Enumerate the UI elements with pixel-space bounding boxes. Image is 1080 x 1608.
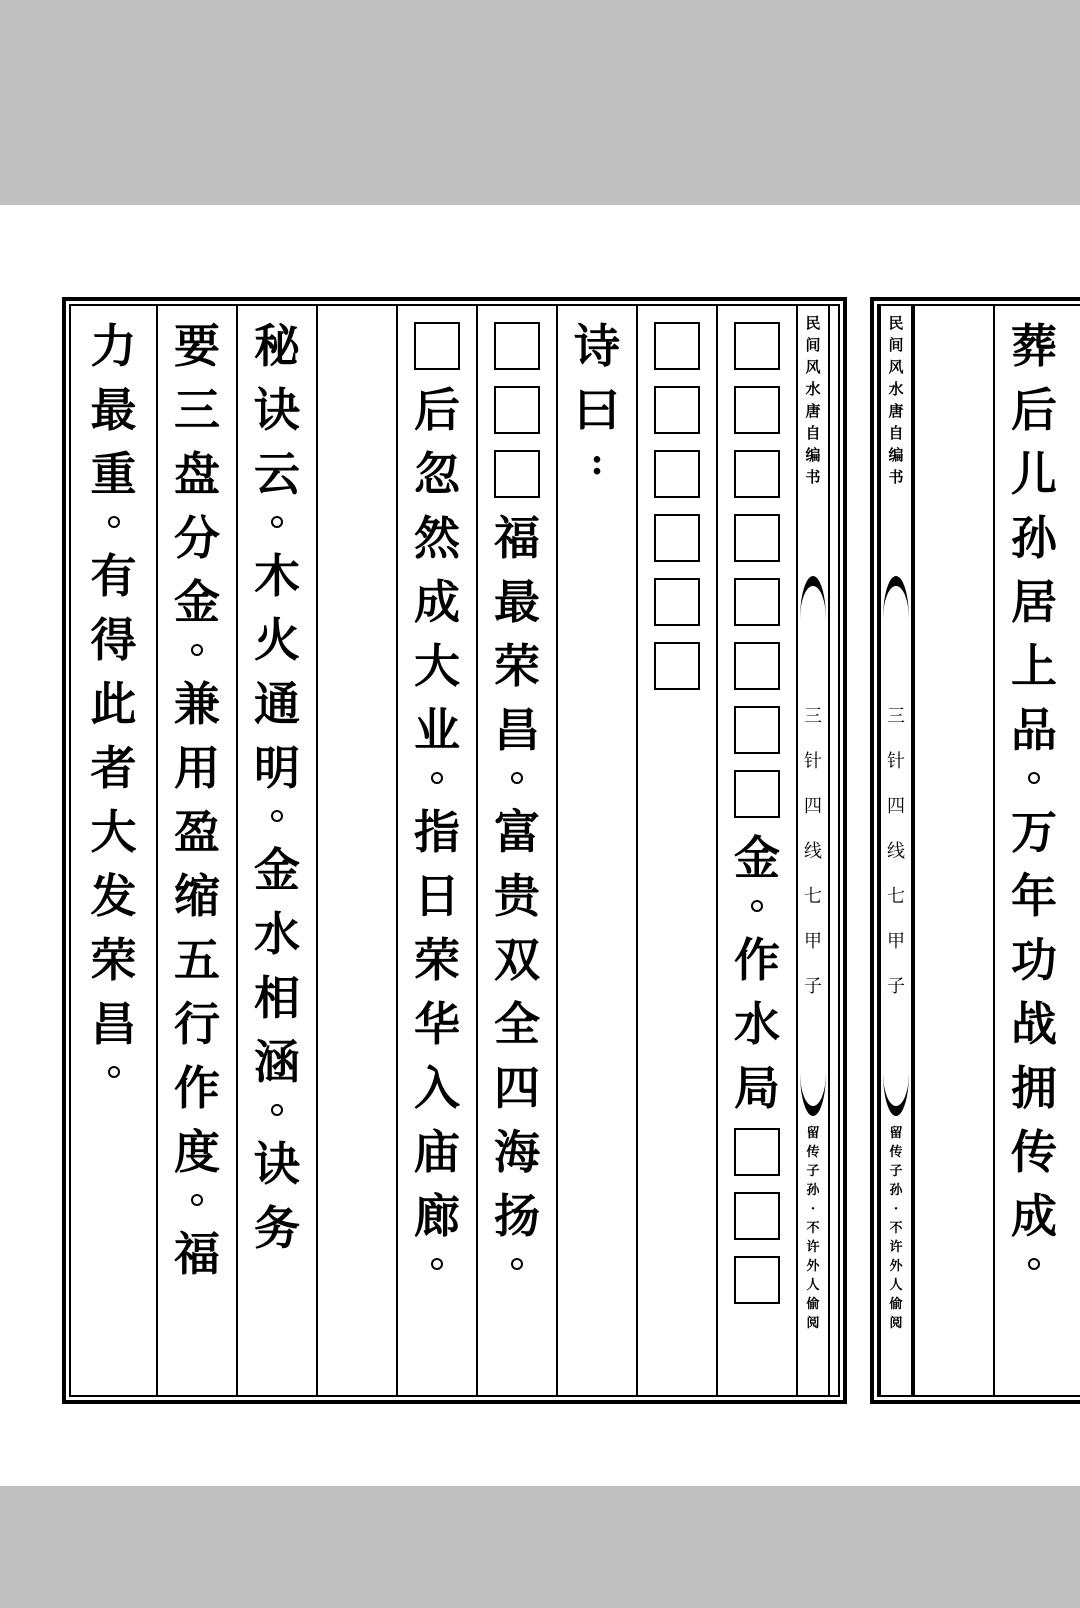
spine-character: 唐: [888, 402, 904, 420]
character: 作: [734, 933, 780, 987]
character: 居: [1011, 575, 1057, 629]
spine-character: 留: [889, 1126, 903, 1141]
character: 度: [174, 1125, 220, 1179]
character: 昌: [90, 997, 137, 1051]
character: 成: [414, 575, 460, 629]
character: 福: [174, 1227, 220, 1281]
spine-character: 子: [889, 1164, 903, 1179]
spine-bottom-text: [881, 1124, 911, 1333]
spine-character: 孙: [806, 1183, 820, 1198]
character: 者: [90, 741, 137, 795]
spine-character: 间: [805, 336, 821, 354]
character: 缩: [174, 869, 220, 923]
character: 作: [174, 1061, 220, 1115]
character: 荣: [90, 933, 137, 987]
spine-character: 水: [888, 380, 904, 398]
missing-character-box: [734, 642, 780, 690]
spine-character: 留: [806, 1126, 820, 1141]
character: 然: [414, 511, 460, 565]
text-column-c8: [156, 306, 236, 1395]
spine-character: 线: [887, 841, 905, 862]
character: 功: [1011, 933, 1057, 987]
character: 华: [414, 997, 460, 1051]
spine-character: 甲: [887, 931, 905, 952]
spine-character: 孙: [889, 1183, 903, 1198]
spine-character: 水: [805, 380, 821, 398]
colon: :: [590, 441, 604, 483]
character: 福: [494, 511, 540, 565]
book-page-right: [870, 297, 1080, 1404]
character: 行: [174, 997, 220, 1051]
book-spine: [879, 306, 913, 1395]
character: 盈: [174, 805, 220, 859]
spine-character: 阅: [806, 1316, 820, 1331]
spine-character: 阅: [889, 1316, 903, 1331]
character: 用: [174, 741, 220, 795]
spine-character: ·: [893, 1202, 899, 1217]
character: 得: [90, 613, 137, 667]
missing-character-box: [414, 322, 460, 370]
character: 拥: [1011, 1061, 1057, 1115]
character: 诀: [254, 1137, 300, 1191]
punctuation-circle: [271, 1104, 283, 1116]
missing-character-box: [654, 514, 700, 562]
missing-character-box: [734, 450, 780, 498]
character: 庙: [414, 1125, 460, 1179]
column-text: [638, 314, 716, 698]
spine-character: 三: [804, 706, 822, 727]
character: 局: [734, 1061, 780, 1115]
book-spine: [796, 306, 830, 1395]
character: 要: [174, 319, 220, 373]
character: 金: [254, 843, 300, 897]
spine-middle-text: [798, 694, 828, 1009]
punctuation-circle: [751, 900, 763, 912]
text-column-c2: [636, 306, 716, 1395]
character: 富: [494, 805, 540, 859]
punctuation-circle: [1028, 1258, 1040, 1270]
character: 盘: [174, 447, 220, 501]
spine-character: 针: [804, 751, 822, 772]
book-page-left: [62, 297, 847, 1404]
character: 四: [494, 1061, 540, 1115]
character: 大: [414, 639, 460, 693]
punctuation-circle: [511, 1258, 523, 1270]
character: 兼: [174, 677, 220, 731]
character: 明: [254, 741, 300, 795]
spine-character: 人: [806, 1278, 820, 1293]
character: 后: [1011, 383, 1057, 437]
missing-character-box: [734, 1192, 780, 1240]
spine-character: 四: [804, 796, 822, 817]
character: 三: [174, 383, 220, 437]
character: 力: [90, 319, 137, 373]
character: 重: [90, 447, 137, 501]
character: 有: [90, 549, 137, 603]
spine-character: 偷: [889, 1297, 903, 1312]
spine-bottom-text: [798, 1124, 828, 1333]
character: 贵: [494, 869, 540, 923]
punctuation-circle: [108, 516, 120, 528]
text-column-c5: [396, 306, 476, 1395]
spine-middle-text: [881, 694, 911, 1009]
spine-character: 间: [888, 336, 904, 354]
spine-character: 七: [804, 886, 822, 907]
spine-character: 线: [804, 841, 822, 862]
spine-top-text: [881, 312, 911, 488]
book-page-left-inner: [69, 304, 840, 1397]
character: 荣: [494, 639, 540, 693]
punctuation-circle: [511, 772, 523, 784]
missing-character-box: [494, 386, 540, 434]
character: 水: [734, 997, 780, 1051]
character: 日: [414, 869, 460, 923]
spine-character: 偷: [806, 1297, 820, 1312]
text-column-c7: [236, 306, 316, 1395]
spine-character: 书: [888, 468, 904, 486]
character: 曰: [574, 383, 620, 437]
text-column-c3: [556, 306, 636, 1395]
missing-character-box: [734, 1256, 780, 1304]
character: 最: [90, 383, 137, 437]
column-text: [158, 314, 236, 1286]
character: 业: [414, 703, 460, 757]
spine-character: ·: [810, 1202, 816, 1217]
text-column-c4: [476, 306, 556, 1395]
spine-character: 甲: [804, 931, 822, 952]
character: 上: [1011, 639, 1057, 693]
spine-character: 传: [889, 1145, 903, 1160]
punctuation-circle: [1028, 772, 1040, 784]
spine-character: 不: [889, 1221, 903, 1236]
punctuation-circle: [431, 1258, 443, 1270]
spine-character: 七: [887, 886, 905, 907]
character: 分: [174, 511, 220, 565]
character: 葬: [1011, 319, 1057, 373]
character: 战: [1011, 997, 1057, 1051]
character: 最: [494, 575, 540, 629]
text-column-r2: [993, 306, 1073, 1395]
character: 品: [1011, 703, 1057, 757]
spine-character: 四: [887, 796, 905, 817]
spine-character: 针: [887, 751, 905, 772]
character: 孙: [1011, 511, 1057, 565]
spine-character: 不: [806, 1221, 820, 1236]
spine-character: 子: [887, 976, 905, 997]
missing-character-box: [734, 322, 780, 370]
column-text: [995, 314, 1073, 1286]
punctuation-circle: [431, 772, 443, 784]
character: 云: [254, 447, 300, 501]
spine-character: 民: [805, 314, 821, 332]
character: 万: [1011, 805, 1057, 859]
spine-character: 书: [805, 468, 821, 486]
spine-character: 子: [804, 976, 822, 997]
character: 诗: [574, 319, 620, 373]
character: 五: [174, 933, 220, 987]
missing-character-box: [734, 770, 780, 818]
spine-character: 编: [805, 446, 821, 464]
character: 全: [494, 997, 540, 1051]
character: 金: [174, 575, 220, 629]
text-column-c6: [316, 306, 396, 1395]
missing-character-box: [734, 706, 780, 754]
punctuation-circle: [271, 810, 283, 822]
character: 年: [1011, 869, 1057, 923]
spine-character: 外: [889, 1259, 903, 1274]
spine-character: 许: [889, 1240, 903, 1255]
column-text: [238, 314, 316, 1260]
spine-character: 子: [806, 1164, 820, 1179]
column-text: [718, 314, 796, 1312]
spine-character: 唐: [805, 402, 821, 420]
character: 火: [254, 613, 300, 667]
character: 金: [734, 831, 780, 885]
missing-character-box: [734, 1128, 780, 1176]
text-column-r1: [913, 306, 993, 1395]
character: 务: [254, 1201, 300, 1255]
character: 秘: [254, 319, 300, 373]
spine-character: 编: [888, 446, 904, 464]
text-column-c1: [716, 306, 796, 1395]
text-column-c9: [71, 306, 156, 1395]
character: 昌: [494, 703, 540, 757]
spine-character: 民: [888, 314, 904, 332]
character: 廊: [414, 1189, 460, 1243]
spine-top-text: [798, 312, 828, 488]
character: 传: [1011, 1125, 1057, 1179]
character: 此: [90, 677, 137, 731]
character: 海: [494, 1125, 540, 1179]
missing-character-box: [654, 642, 700, 690]
missing-character-box: [654, 578, 700, 626]
spine-character: 三: [887, 706, 905, 727]
character: 通: [254, 677, 300, 731]
character: 发: [90, 869, 137, 923]
missing-character-box: [734, 578, 780, 626]
missing-character-box: [654, 322, 700, 370]
missing-character-box: [654, 386, 700, 434]
column-text: [558, 314, 636, 482]
spine-character: 传: [806, 1145, 820, 1160]
character: 水: [254, 907, 300, 961]
character: 木: [254, 549, 300, 603]
spine-character: 外: [806, 1259, 820, 1274]
missing-character-box: [734, 514, 780, 562]
column-text: [478, 314, 556, 1286]
spine-character: 许: [806, 1240, 820, 1255]
spine-character: 自: [805, 424, 821, 442]
character: 儿: [1011, 447, 1057, 501]
character: 指: [414, 805, 460, 859]
spine-character: 风: [888, 358, 904, 376]
punctuation-circle: [191, 644, 203, 656]
character: 诀: [254, 383, 300, 437]
punctuation-circle: [271, 516, 283, 528]
column-text: [398, 314, 476, 1286]
character: 后: [414, 383, 460, 437]
character: 入: [414, 1061, 460, 1115]
character: 扬: [494, 1189, 540, 1243]
punctuation-circle: [191, 1194, 203, 1206]
document-page-area: [0, 205, 1080, 1486]
character: 涵: [254, 1035, 300, 1089]
book-page-right-inner: [877, 304, 1080, 1397]
spine-character: 风: [805, 358, 821, 376]
spine-character: 人: [889, 1278, 903, 1293]
missing-character-box: [494, 322, 540, 370]
missing-character-box: [654, 450, 700, 498]
character: 相: [254, 971, 300, 1025]
character: 成: [1011, 1189, 1057, 1243]
missing-character-box: [494, 450, 540, 498]
punctuation-circle: [108, 1066, 120, 1078]
character: 双: [494, 933, 540, 987]
spine-character: 自: [888, 424, 904, 442]
character: 大: [90, 805, 137, 859]
column-text: [71, 314, 156, 1094]
missing-character-box: [734, 386, 780, 434]
character: 忽: [414, 447, 460, 501]
character: 荣: [414, 933, 460, 987]
